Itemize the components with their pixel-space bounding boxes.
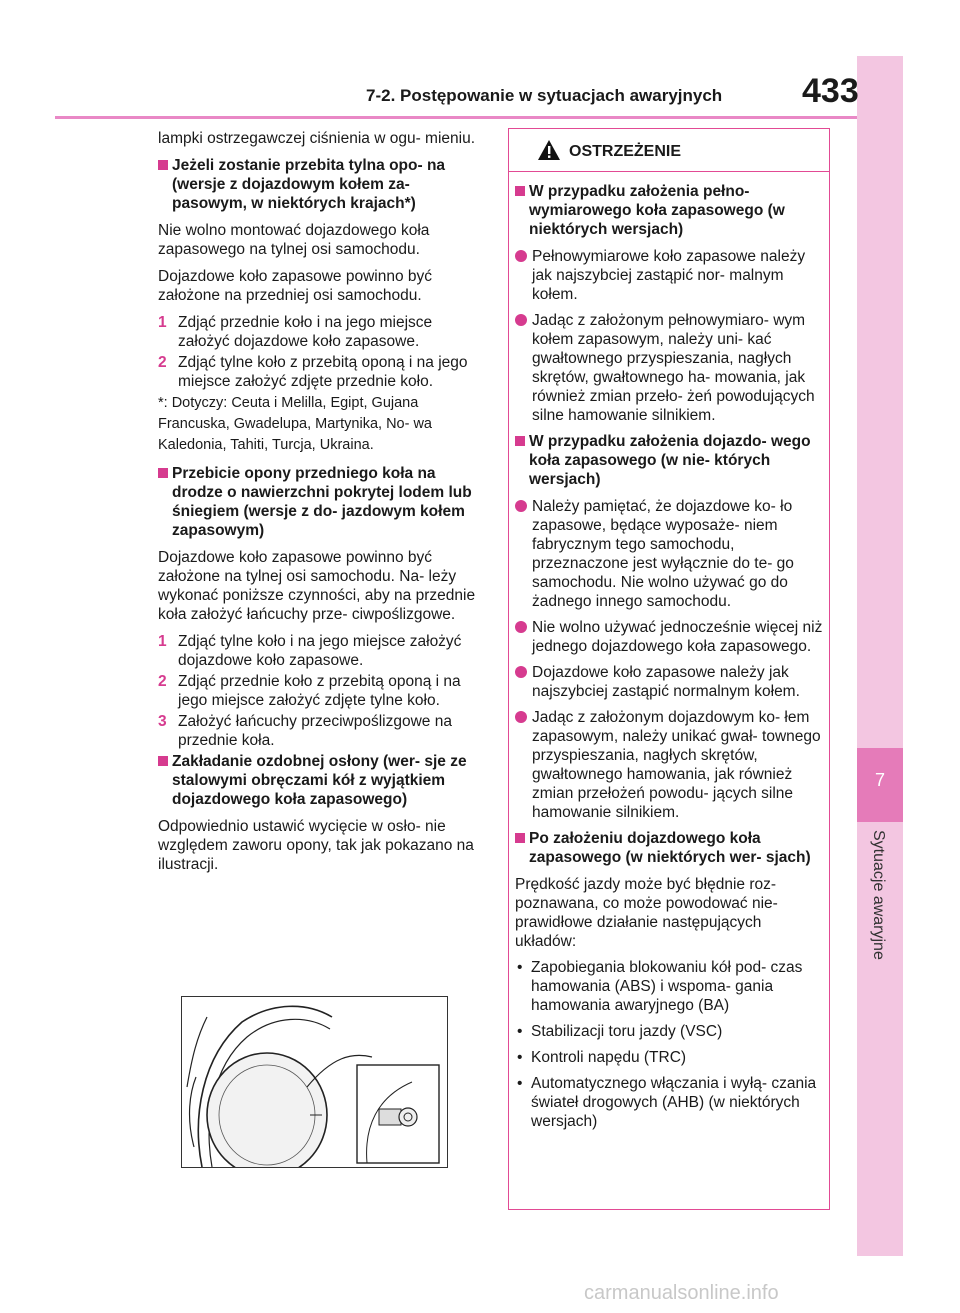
circle-bullet-icon [515,621,527,633]
warning-box [508,128,830,1210]
list-item-text: Automatycznego włączania i wyłą- czania świateł drogowych (AHB) (w niektórych wersjach) [531,1075,817,1130]
warning-header [509,129,829,172]
circle-bullet-icon [515,314,527,326]
step-item [158,712,480,750]
warning-bullet [515,247,823,304]
bullet-glyph: • [517,1075,523,1092]
warning-section-title [515,182,823,239]
list-item [515,1074,823,1131]
left-column [158,129,480,882]
paragraph: Dojazdowe koło zapasowe powinno być założone na przedniej osi samochodu. [158,268,432,304]
list-item [515,1022,823,1041]
circle-bullet-icon [515,666,527,678]
step-text: Założyć łańcuchy przeciwpoślizgowe na przednie koła. [178,713,452,749]
warning-section-title [515,829,823,867]
paragraph: Prędkość jazdy może być błędnie roz- poznawana, co może powodować nie- prawidłowe działanie następujących układów: [515,876,778,950]
step-item [158,313,480,351]
circle-bullet-icon [515,250,527,262]
bullet-text: Pełnowymiarowe koło zapasowe należy jak najszybciej zastąpić nor- malnym kołem. [532,248,806,303]
side-tab [857,56,903,1256]
footnote: *: Dotyczy: Ceuta i Melilla, Egipt, Gujana Francuska, Gwadelupa, Martynika, No- wa Kaledonia, Tahiti, Turcja, Ukraina. [158,395,432,453]
step-text: Zdjąć tylne koło i na jego miejsce założyć dojazdowe koło zapasowe. [178,633,462,669]
section-title-text: Po założeniu dojazdowego koła zapasowego (w niektórych wer- sjach) [529,830,811,866]
warning-section-title [515,432,823,489]
circle-bullet-icon [515,711,527,723]
bullet-glyph: • [517,1049,523,1066]
step-number: 1 [158,633,167,650]
bullet-text: Jadąc z założonym dojazdowym ko- łem zapasowym, należy unikać gwał- townego przyspieszania, nagłych skrętów, gwałtownego hamowania, jak również zmian przełożeń powodu- jących silne hamowanie silnikiem. [532,709,821,821]
warning-title: OSTRZEŻENIE [569,143,682,160]
warning-bullet [515,311,823,425]
step-item [158,353,480,391]
square-bullet-icon [158,468,168,478]
paragraph: Odpowiednio ustawić wycięcie w osło- nie względem zaworu opony, tak jak pokazano na ilustracji. [158,818,474,873]
list-item-text: Kontroli napędu (TRC) [531,1049,687,1066]
warning-bullet [515,497,823,611]
section-title-text: W przypadku założenia pełno- wymiarowego koła zapasowego (w niektórych wersjach) [529,183,785,238]
page-number: 433 [802,72,859,110]
list-item-text: Zapobiegania blokowaniu kół pod- czas hamowania (ABS) i wspoma- gania hamowania awaryjnego (BA) [531,959,803,1014]
bullet-glyph: • [517,1023,523,1040]
list-item [515,958,823,1015]
bullet-text: Należy pamiętać, że dojazdowe ko- ło zapasowe, będące wyposaże- niem fabrycznym tego samochodu, przeznaczone jest wyłącznie do te- go samochodu. Nie wolno używać go do żadnego innego samochodu. [532,498,794,610]
warning-bullet [515,708,823,822]
step-text: Zdjąć tylne koło z przebitą oponą i na jego miejsce założyć zdjęte przednie koło. [178,354,468,390]
section-title [158,156,480,213]
section-title [158,752,480,809]
warning-bullet [515,663,823,701]
list-item-text: Stabilizacji toru jazdy (VSC) [531,1023,723,1040]
section-title-text: Jeżeli zostanie przebita tylna opo- na (wersje z dojazdowym kołem za- pasowym, w niektórych krajach*) [172,157,446,212]
wheel-cover-drawing [182,997,447,1167]
step-text: Zdjąć przednie koło i na jego miejsce założyć dojazdowe koło zapasowe. [178,314,433,350]
step-item [158,672,480,710]
step-item [158,632,480,670]
step-number: 3 [158,713,167,730]
bullet-text: Jadąc z założonym pełnowymiaro- wym kołem zapasowym, należy uni- kać gwałtownego przyspieszania, nagłych skrętów, gwałtownego ha- mowania, jak również zmian przeło- żeń powodujących silne hamowanie silnikiem. [532,312,815,424]
step-text: Zdjąć przednie koło z przebitą oponą i na jego miejsce założyć zdjęte tylne koło. [178,673,461,709]
watermark: carmanualsonline.info [584,1282,779,1304]
section-title [158,464,480,540]
step-number: 2 [158,673,167,690]
square-bullet-icon [515,186,525,196]
bullet-glyph: • [517,959,523,976]
square-bullet-icon [158,756,168,766]
square-bullet-icon [158,160,168,170]
warning-bullet [515,618,823,656]
square-bullet-icon [515,833,525,843]
chapter-number: 7 [857,748,903,822]
paragraph: Dojazdowe koło zapasowe powinno być założone na tylnej osi samochodu. Na- leży wykonać poniższe czynności, aby na przednie koła założyć łańcuchy prze- ciwpoślizgowe. [158,549,476,623]
bullet-text: Nie wolno używać jednocześnie więcej niż jednego dojazdowego koła zapasowego. [532,619,823,655]
list-item [515,1048,823,1067]
section-title-text: Przebicie opony przedniego koła na drodze o nawierzchni pokrytej lodem lub śniegiem (wersje z do- jazdowym kołem zapasowym) [172,465,472,539]
step-number: 2 [158,354,167,371]
warning-body [509,172,829,1131]
section-title-text: W przypadku założenia dojazdo- wego koła zapasowego (w nie- których wersjach) [529,433,811,488]
circle-bullet-icon [515,500,527,512]
paragraph: Nie wolno montować dojazdowego koła zapasowego na tylnej osi samochodu. [158,222,430,258]
section-title-text: Zakładanie ozdobnej osłony (wer- sje ze stalowymi obręczami kół z wyjątkiem dojazdowego koła zapasowego) [172,753,467,808]
warning-triangle-icon [537,139,561,166]
step-number: 1 [158,314,167,331]
intro-text: lampki ostrzegawczej ciśnienia w ogu- mieniu. [158,130,476,147]
chapter-label: Sytuacje awaryjne [870,830,887,960]
header-rule [55,116,857,119]
header-title: 7-2. Postępowanie w sytuacjach awaryjnych [366,86,723,105]
square-bullet-icon [515,436,525,446]
bullet-text: Dojazdowe koło zapasowe należy jak najszybciej zastąpić normalnym kołem. [532,664,800,700]
wheel-cover-illustration [181,996,448,1168]
